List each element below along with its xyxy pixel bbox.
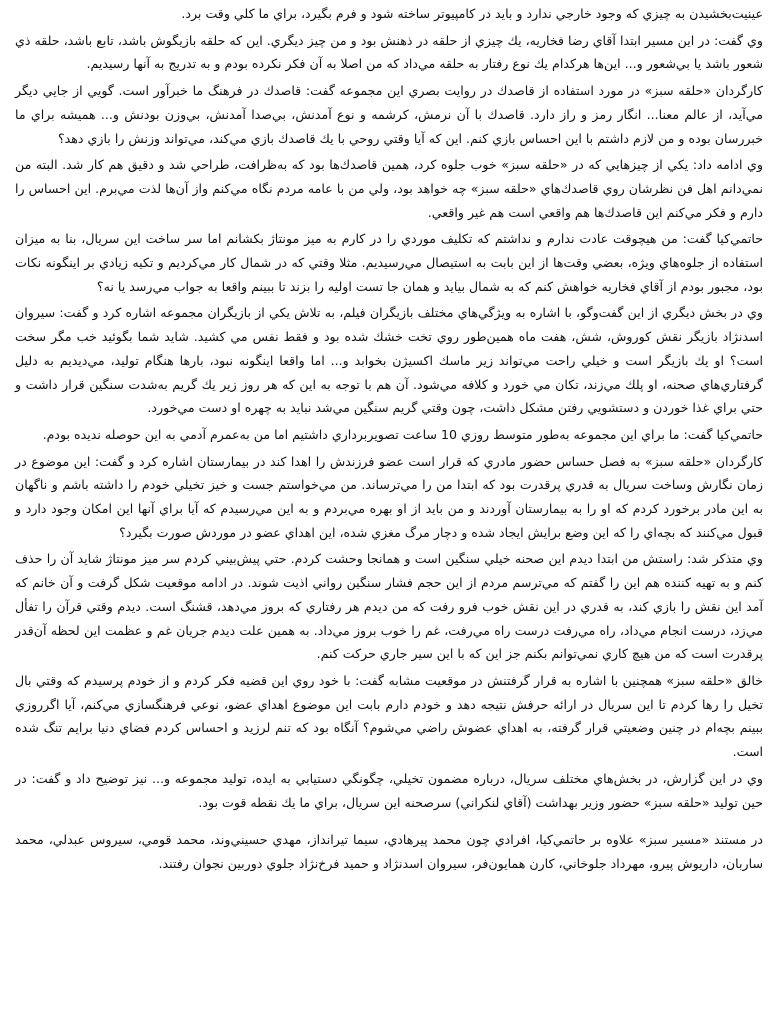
article-paragraph: كارگردان «حلقه سبز» در مورد استفاده از قاصدك در روايت بصري اين مجموعه گفت: قاصدك در فرهنگ ما خبرآور است. گويي از جايي ديگر مي‌آيد، از عالم معنا... انگار رمز و راز دارد. قاصدك با آن نرمش، كرشمه و نوع آمدنش، بي‌صدا آمدنش، بي‌وزن بودنش و... هميشه براي ما خبررسان بوده و من لازم داشتم با اين احساس بازي كنم. اين كه آيا وقتي روحي با يك قاصدك بازي مي‌كند، مي‌تواند وزنش را بازي دهد؟	[15, 83, 763, 146]
article-paragraph: كارگردان «حلقه سبز» به فصل حساس حضور مادري كه قرار است عضو فرزندش را اهدا كند در بيمارستان اشاره كرد و گفت: اين موضوع در زمان نگارش وساخت سريال به قدري پرقدرت بود كه ابتدا من را مي‌ترساند. من مي‌خواستم جست و خيز تخيلي خودم را داشته باشم و ناگهان به اين مادر برخورد كردم كه او را به بيمارستان آوردند و من بايد از او بهره مي‌بردم و به اين مي‌رسيدم كه آيا براي آنها اين امكان وجود دارد و قبول مي‌كنند كه بچه‌اي را كه اين وضع برايش ايجاد شده و دچار مرگ مغزي شده، اين اهداي عضو در موردش صورت بگيرد؟	[15, 453, 763, 540]
article-paragraph: وي در اين گزارش، در بخش‌هاي مختلف سريال، درباره مضمون تخيلي، چگونگي دستيابي به ايده، توليد مجموعه و... نيز توضيح داد و گفت: در حين توليد «حلقه سبز» حضور وزير بهداشت (آقاي لنكراني) سرصحنه اين سريال، براي ما يك نقطه قوت بود.	[15, 770, 763, 810]
article-paragraph: وي متذكر شد: راستش من ابتدا ديدم اين صحنه خيلي سنگين است و همانجا وحشت كردم. حتي پيش‌بيني كردم سر ميز مونتاژ شايد آن را حذف كنم و به تهيه كننده هم اين را گفتم كه مي‌ترسم مردم از اين حجم فشار سنگين رواني اذيت شوند. در ادامه موقعيت شكل گرفت و آن خانم كه آمد اين نقش را بازي كند، به قدري در اين نقش خوب فرو رفت كه من ديدم هر رفتاري كه بروز مي‌دهد، قشنگ است. ديدم وقتي قرآن را تفأل مي‌زد، درست انجام مي‌داد، راه مي‌رفت درست راه مي‌رفت، غم را خوب بروز مي‌داد. به همين علت ديدم جريان غم و عظمت اين لحظه آن‌قدر پرقدرت است كه من هيچ كاري نمي‌توانم بكنم جز اين كه با اين سير جاري حركت كنم.	[15, 551, 763, 662]
article-paragraph: عينيت‌بخشيدن به چيزي كه وجود خارجي ندارد و بايد در كامپيوتر ساخته شود و فرم بگيرد، براي ما كلي وقت برد.	[181, 6, 763, 21]
article-body	[9, 0, 769, 876]
article-paragraph: وي گفت: در اين مسير ابتدا آقاي رضا فخاريه، يك چيزي از حلقه در ذهنش بود و من چيز ديگري. اين كه حلقه بازيگوش باشد، تابع باشد، حلقه ذي شعور باشد يا بي‌شعور و... اين‌ها هركدام يك نوع رفتار به حلقه مي‌داد كه من اصلا به آن فكر نكرده بودم و به تدريج به آنها رسيديم.	[15, 32, 763, 72]
article-paragraph: وي در بخش ديگري از اين گفت‌وگو، با اشاره به ويژگي‌هاي مختلف بازيگران فيلم، به تلاش يكي از بازيگران مجموعه اشاره كرد و گفت: سيروان اسدنژاد بازيگر نقش كوروش، شش، هفت ماه همين‌طور روي تخت خشك شده بود و فقط نفس مي كشيد. شايد شما بگوئيد خب مگر سخت است؟ او يك بازيگر است و خيلي راحت مي‌تواند زير ماسك اكسيژن بخوابد و... اما واقعا اينگونه نبود، بارها هنگام توليد، مي‌ديديم به دليل گرفتاري‌هاي صحنه، او پلك مي‌زند، تكان مي خورد و كلافه مي‌شود. آن هم با توجه به اين كه هر روز زير يك گريم به‌شدت سنگين قرار داشت و حتي براي غذا خوردن و دستشويي رفتن مشكل داشت، چون وقتي گريم سنگين مي‌شد نبايد به چهره او دست مي‌خورد.	[15, 305, 763, 416]
article-paragraph: وي ادامه داد: يكي از چيزهايي كه در «حلقه سبز» خوب جلوه كرد، همين قاصدك‌ها بود كه به‌ظرافت، طراحي شد و دقيق هم كار شد. البته من نمي‌دانم اهل فن نظرشان روي قاصدك‌هاي «حلقه سبز» چه خواهد بود، ولي من با عامه مردم نگاه مي‌كنم واز آن‌ها لذت مي‌برم. اين احساس را دارم و فكر مي‌كنم اين قاصدك‌ها هم واقعي است هم غير واقعي.	[15, 157, 763, 220]
article-paragraph: حاتمي‌كيا گفت: ما براي اين مجموعه به‌طور متوسط روزي 10 ساعت تصويربرداري داشتيم اما من به‌عمرم آدمي به اين حوصله نديده بودم.	[42, 426, 763, 442]
article-paragraph: حاتمي‌كيا گفت: من هيچوقت عادت ندارم و نداشتم كه تكليف موردي را در كارم به ميز مونتاژ بكشانم اما سر ساخت اين سريال، بنا به ميزان استفاده از جلوه‌هاي ويژه، بعضي وقت‌ها از اين بابت به استيصال مي‌رسيديم. مثلا وقتي كه در شمال كار مي‌كرديم و تكيه زيادي بر اينگونه نكات بود، مجبور بودم از آقاي فخاريه خواهش كنم كه به شمال بيايد و همان جا تست اوليه را بزند تا ببينم واقعا به جواب مي‌رسد يا نه؟	[15, 231, 763, 294]
article-paragraph: در مستند «مسير سبز» علاوه بر حاتمي‌كيا، افرادي چون محمد پيرهادي، سيما تيرانداز، مهدي حسيني‌وند، محمد قومي، سيروس عبدلي، محمد ساربان، داريوش پيرو، مهرداد جلوخاني، كارن همايون‌فر، سيروان اسدنژاد و حميد فرخ‌نژاد جلوي دوربين نجوان رفتند.	[15, 832, 763, 871]
article-paragraph: خالق «حلقه سبز» همچنين با اشاره به قرار گرفتنش در موقعيت مشابه گفت: با خود روي اين قضيه فكر كردم و از خودم پرسيدم كه وقتي بال تخيل را رها كردم تا اين سريال در ارائه حرفش نتيجه دهد و خودم دارم بابت اين موضوع اهداي عضو، نوعي فرهنگسازي مي‌كنم، آيا اگرروزي ببينم بچه‌ام در چنين وضعيتي قرار گرفته، به اهداي عضوش راضي مي‌شوم؟ آنگاه بود كه تنم لرزيد و احساس كردم فضاي دنيا برايم تنگ شده است.	[15, 672, 763, 760]
